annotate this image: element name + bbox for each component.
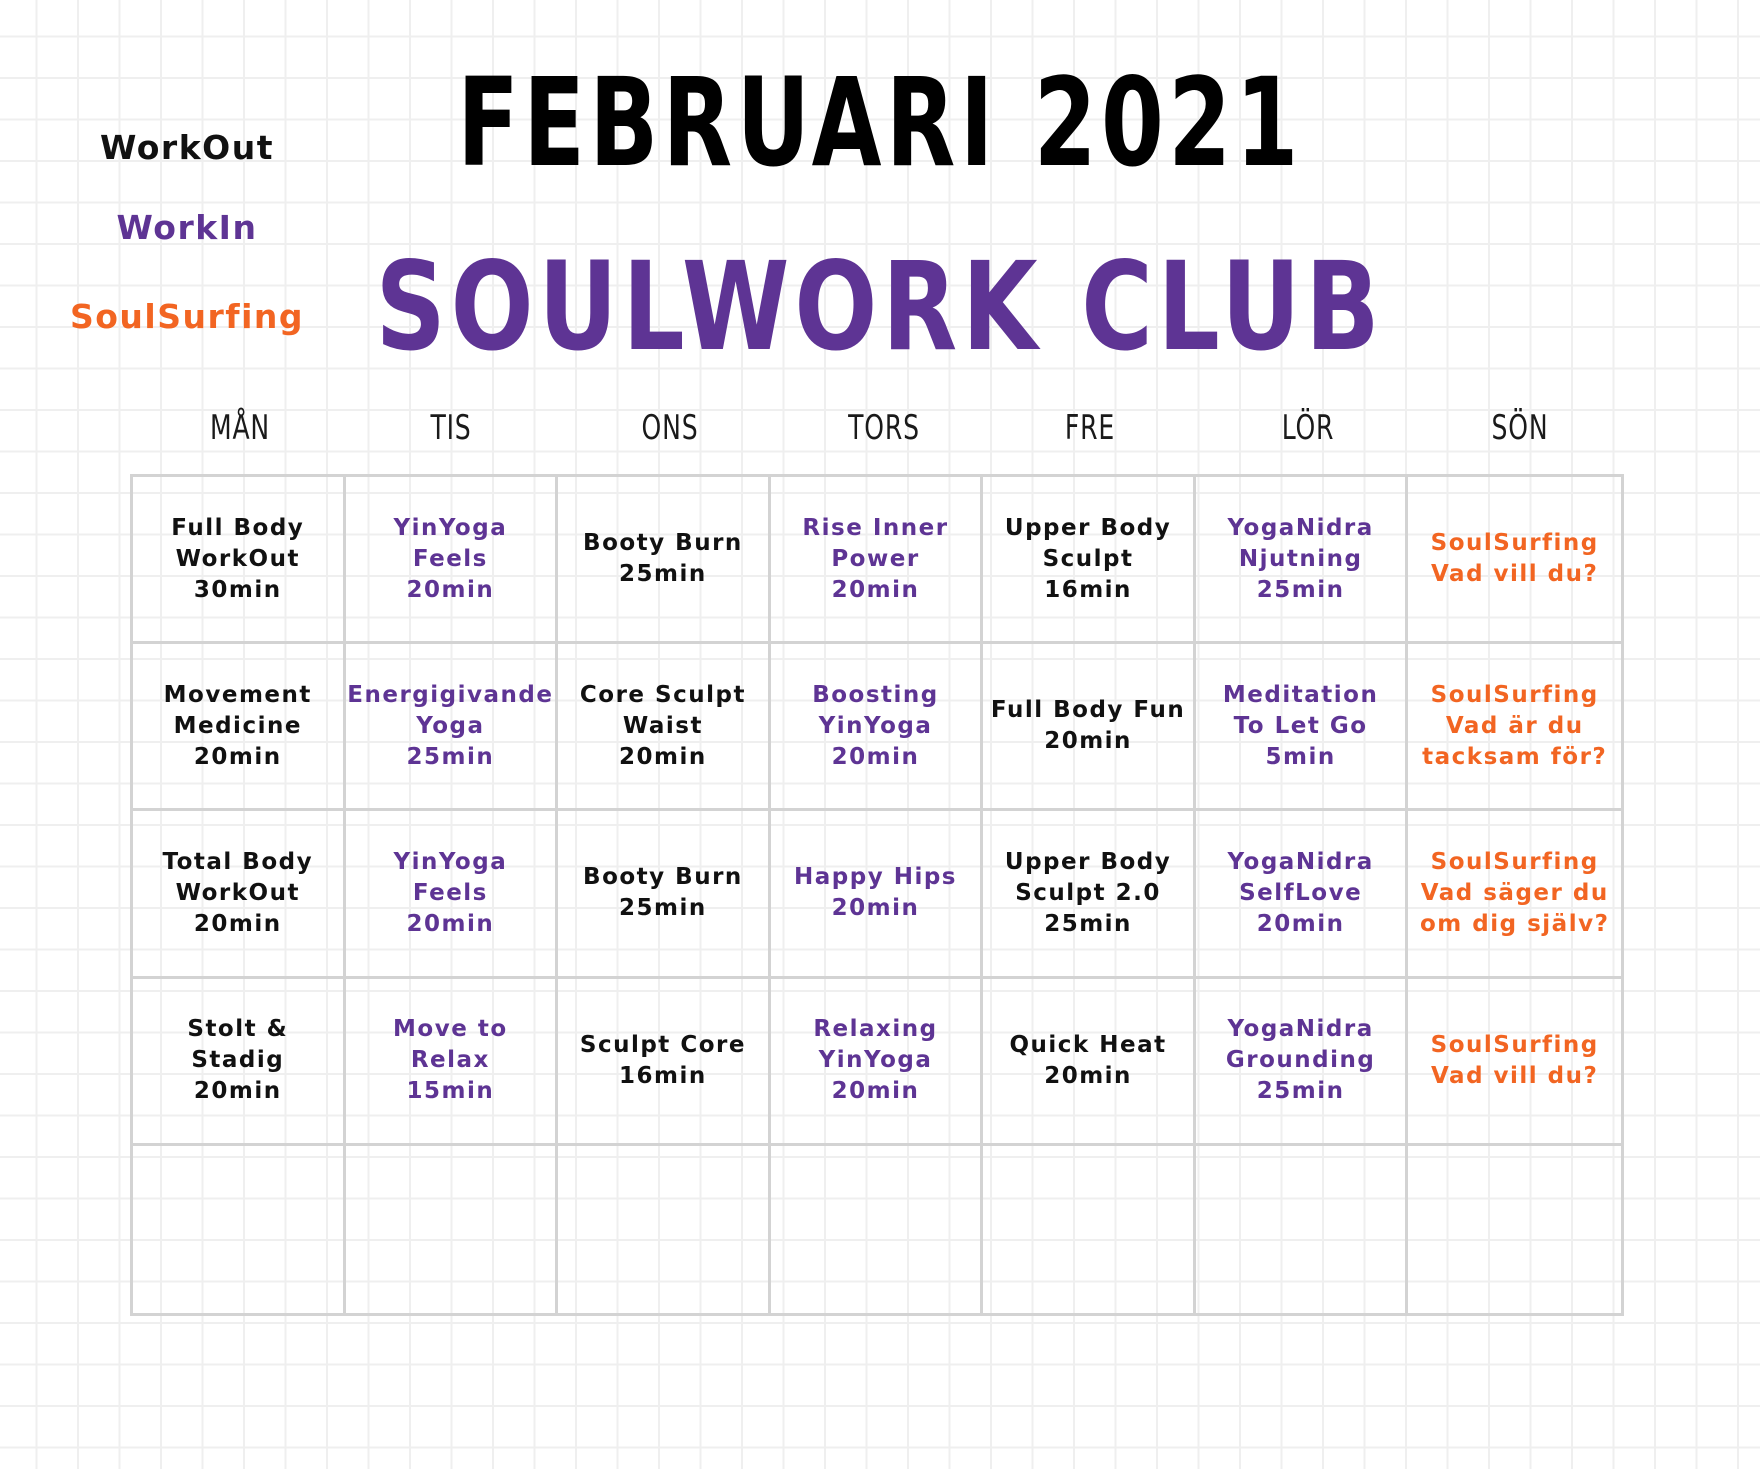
session-label: SoulSurfing Vad vill du?	[1430, 530, 1599, 588]
session-label: Happy Hips 20min	[794, 864, 957, 922]
weekday-fri: FRE	[1064, 408, 1116, 448]
calendar-cell-week2-thu	[771, 644, 984, 811]
calendar-cell-week1-sun	[1408, 477, 1621, 644]
legend-soulsurfing: SoulSurfing	[69, 297, 305, 336]
calendar-cell-week4-fri	[983, 979, 1196, 1146]
session-label: Core Sculpt Waist 20min	[579, 681, 746, 770]
calendar-grid	[130, 474, 1624, 1316]
session-label: Relaxing YinYoga 20min	[813, 1016, 938, 1105]
session-label: Upper Body Sculpt 16min	[1004, 514, 1172, 603]
weekday-mon: MÅN	[209, 408, 271, 448]
calendar-cell-week5-thu	[771, 1146, 984, 1313]
calendar-cell-week1-wed	[558, 477, 771, 644]
calendar-cell-week2-tue	[346, 644, 559, 811]
session-label: Full Body Fun 20min	[990, 697, 1186, 755]
session-label: SoulSurfing Vad är du tacksam för?	[1422, 681, 1608, 770]
calendar-cell-week4-sun	[1408, 979, 1621, 1146]
session-label: Rise Inner Power 20min	[802, 514, 949, 603]
calendar-cell-week3-sat	[1196, 811, 1409, 978]
calendar-cell-week2-sun	[1408, 644, 1621, 811]
calendar-cell-week5-sat	[1196, 1146, 1409, 1313]
session-label: Total Body WorkOut 20min	[162, 848, 314, 937]
calendar-cell-week3-sun	[1408, 811, 1621, 978]
calendar-cell-week5-wed	[558, 1146, 771, 1313]
session-label: Full Body WorkOut 30min	[171, 514, 305, 603]
session-label: Upper Body Sculpt 2.0 25min	[1004, 848, 1172, 937]
weekday-tue: TIS	[430, 408, 472, 448]
weekday-thu: TORS	[848, 408, 920, 448]
session-label: YogaNidra Njutning 25min	[1227, 514, 1374, 603]
session-label: SoulSurfing Vad säger du om dig själv?	[1420, 848, 1610, 937]
calendar-cell-week1-tue	[346, 477, 559, 644]
session-label: YinYoga Feels 20min	[393, 514, 508, 603]
weekday-sat: LÖR	[1281, 408, 1335, 448]
calendar-cell-week4-wed	[558, 979, 771, 1146]
calendar-cell-week4-tue	[346, 979, 559, 1146]
calendar-cell-week5-sun	[1408, 1146, 1621, 1313]
calendar-cell-week3-tue	[346, 811, 559, 978]
calendar-cell-week3-mon	[133, 811, 346, 978]
calendar-cell-week3-thu	[771, 811, 984, 978]
session-label: Meditation To Let Go 5min	[1222, 681, 1379, 770]
calendar-cell-week5-fri	[983, 1146, 1196, 1313]
calendar-cell-week5-mon	[133, 1146, 346, 1313]
month-title: FEBRUARI 2021	[457, 52, 1303, 194]
session-label: YinYoga Feels 20min	[393, 848, 508, 937]
session-label: YogaNidra SelfLove 20min	[1227, 848, 1374, 937]
calendar-cell-week1-thu	[771, 477, 984, 644]
session-label: SoulSurfing Vad vill du?	[1430, 1031, 1599, 1089]
calendar-cell-week2-wed	[558, 644, 771, 811]
calendar-cell-week2-fri	[983, 644, 1196, 811]
calendar-cell-week1-mon	[133, 477, 346, 644]
session-label: Booty Burn 25min	[583, 864, 743, 922]
session-label: Booty Burn 25min	[583, 530, 743, 588]
session-label: Move to Relax 15min	[393, 1016, 508, 1105]
weekday-sun: SÖN	[1491, 408, 1549, 448]
calendar-cell-week3-fri	[983, 811, 1196, 978]
calendar-cell-week2-sat	[1196, 644, 1409, 811]
session-label: Sculpt Core 16min	[579, 1031, 746, 1089]
session-label: Stolt & Stadig 20min	[187, 1016, 289, 1105]
weekday-wed: ONS	[641, 408, 699, 448]
legend-workin: WorkIn	[116, 208, 258, 247]
calendar-cell-week1-fri	[983, 477, 1196, 644]
calendar-cell-week3-wed	[558, 811, 771, 978]
club-title: SOULWORK CLUB	[375, 236, 1385, 378]
session-label: Quick Heat 20min	[1009, 1031, 1167, 1089]
session-label: Energigivande Yoga 25min	[347, 681, 554, 770]
calendar-cell-week4-thu	[771, 979, 984, 1146]
calendar-cell-week1-sat	[1196, 477, 1409, 644]
session-label: YogaNidra Grounding 25min	[1225, 1016, 1376, 1105]
session-label: Boosting YinYoga 20min	[812, 681, 939, 770]
legend-workout: WorkOut	[100, 128, 274, 167]
session-label: Movement Medicine 20min	[163, 681, 312, 770]
calendar-cell-week4-mon	[133, 979, 346, 1146]
calendar-cell-week2-mon	[133, 644, 346, 811]
calendar-cell-week5-tue	[346, 1146, 559, 1313]
calendar-cell-week4-sat	[1196, 979, 1409, 1146]
